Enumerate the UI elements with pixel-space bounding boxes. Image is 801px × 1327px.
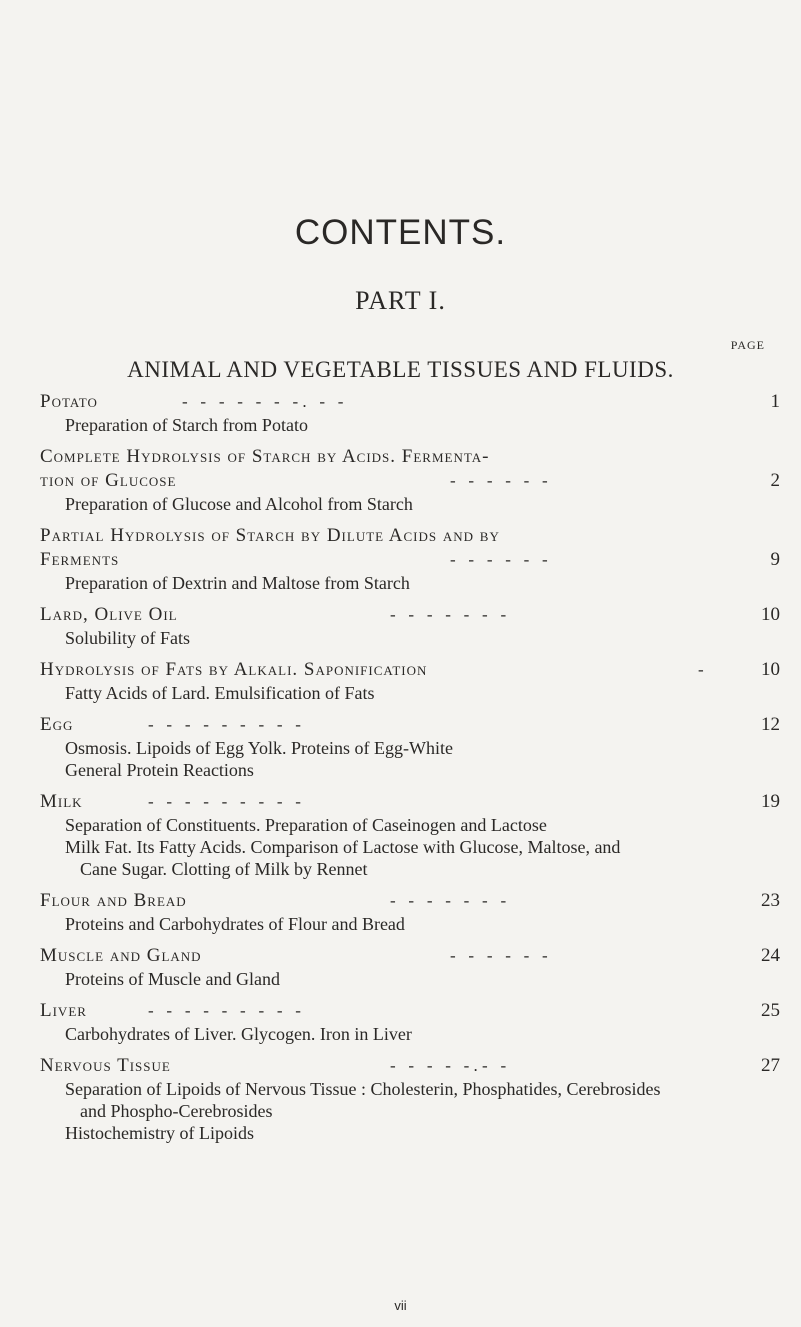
toc-entry-title-text: Muscle and Gland bbox=[40, 945, 202, 966]
toc-leader: - - - - - - - - - bbox=[148, 715, 301, 734]
toc-subentry: Fatty Acids of Lard. Emulsification of Fats bbox=[65, 683, 375, 703]
toc-entry-title-text: Hydrolysis of Fats by Alkali. Saponification bbox=[40, 659, 428, 680]
toc-entry-title-text: Milk bbox=[40, 791, 83, 812]
toc-entry-title[interactable] bbox=[40, 524, 780, 572]
toc-entry-title[interactable] bbox=[40, 944, 780, 968]
toc-page-number: 19 bbox=[761, 791, 780, 812]
toc-page-number: 24 bbox=[761, 945, 780, 966]
toc-entry-title[interactable] bbox=[40, 603, 780, 627]
toc-subentry: Preparation of Dextrin and Maltose from Starch bbox=[65, 573, 410, 593]
toc-page-number: 10 bbox=[761, 659, 780, 680]
section-heading: ANIMAL AND VEGETABLE TISSUES AND FLUIDS. bbox=[127, 357, 674, 382]
part-heading: PART I. bbox=[355, 286, 446, 315]
toc-leader: - - - - - - - . - - bbox=[182, 392, 344, 411]
toc-leader: - - - - - . - - bbox=[390, 1056, 507, 1075]
toc-subentry: Preparation of Glucose and Alcohol from Starch bbox=[65, 494, 413, 514]
toc-leader: - - - - - - - - - bbox=[148, 1001, 301, 1020]
toc-entry-title-text: Egg bbox=[40, 714, 74, 735]
contents-heading: CONTENTS. bbox=[294, 213, 507, 252]
toc-entry-title-cont: Ferments bbox=[40, 549, 120, 570]
toc-entry-title-text: Partial Hydrolysis of Starch by Dilute Acids and by bbox=[40, 525, 500, 546]
toc-entry-title-cont: tion of Glucose bbox=[40, 470, 177, 491]
toc-entry-title-text: Complete Hydrolysis of Starch by Acids. Fermenta- bbox=[40, 446, 490, 467]
toc-subentry: Milk Fat. Its Fatty Acids. Comparison of Lactose with Glucose, Maltose, and Cane Sugar. Clotting of Milk by Rennet bbox=[65, 837, 621, 879]
toc-page-number: 25 bbox=[761, 1000, 780, 1021]
page-number: vii bbox=[394, 1298, 407, 1313]
toc-page-number: 2 bbox=[770, 470, 780, 491]
toc-list bbox=[40, 390, 780, 1144]
toc-subentry: Proteins and Carbohydrates of Flour and Bread bbox=[65, 914, 405, 934]
toc-entry-title[interactable] bbox=[40, 713, 780, 737]
toc-page-number: 27 bbox=[761, 1055, 780, 1076]
toc-subentry: Osmosis. Lipoids of Egg Yolk. Proteins of Egg-White bbox=[65, 738, 454, 758]
toc-entry-title-text: Nervous Tissue bbox=[40, 1055, 171, 1076]
toc-subentry: Separation of Constituents. Preparation of Caseinogen and Lactose bbox=[65, 815, 547, 835]
toc-leader: - - - - - - - bbox=[390, 891, 507, 910]
toc-subentry: Separation of Lipoids of Nervous Tissue : Cholesterin, Phosphatides, Cerebrosides and Phospho-Cerebrosides bbox=[65, 1079, 661, 1121]
toc-entry-title[interactable] bbox=[40, 390, 780, 414]
toc-page-number: 12 bbox=[761, 714, 780, 735]
toc-leader: - - - - - - - bbox=[390, 605, 507, 624]
toc-entry-title[interactable] bbox=[40, 889, 780, 913]
toc-page-number: 1 bbox=[770, 391, 780, 412]
toc-entry-title[interactable] bbox=[40, 445, 780, 493]
toc-entry-title-text: Liver bbox=[40, 1000, 87, 1021]
toc-page-number: 9 bbox=[770, 549, 780, 570]
toc-entry-title-text: Flour and Bread bbox=[40, 890, 187, 911]
toc-leader: - - - - - - bbox=[450, 550, 548, 569]
toc-entry-title[interactable] bbox=[40, 658, 780, 682]
toc-subentry: Proteins of Muscle and Gland bbox=[65, 969, 280, 989]
toc-entry-title[interactable] bbox=[40, 790, 780, 814]
toc-subentry: Preparation of Starch from Potato bbox=[65, 415, 308, 435]
toc-leader: - - - - - - - - - bbox=[148, 792, 301, 811]
toc-subentry: Histochemistry of Lipoids bbox=[65, 1123, 254, 1143]
toc-subentry: Solubility of Fats bbox=[65, 628, 191, 648]
toc-page-number: 10 bbox=[761, 604, 780, 625]
toc-leader: - bbox=[698, 660, 704, 679]
toc-entry-title-text: Potato bbox=[40, 391, 98, 412]
toc-entry-title[interactable] bbox=[40, 999, 780, 1023]
toc-page-number: 23 bbox=[761, 890, 780, 911]
toc-subentry: General Protein Reactions bbox=[65, 760, 254, 780]
toc-entry-title[interactable] bbox=[40, 1054, 780, 1078]
toc-subentry: Carbohydrates of Liver. Glycogen. Iron in Liver bbox=[65, 1024, 412, 1044]
toc-leader: - - - - - - bbox=[450, 946, 548, 965]
toc-leader: - - - - - - bbox=[450, 471, 548, 490]
toc-entry-title-text: Lard, Olive Oil bbox=[40, 604, 178, 625]
page-column-label: PAGE bbox=[730, 338, 765, 352]
